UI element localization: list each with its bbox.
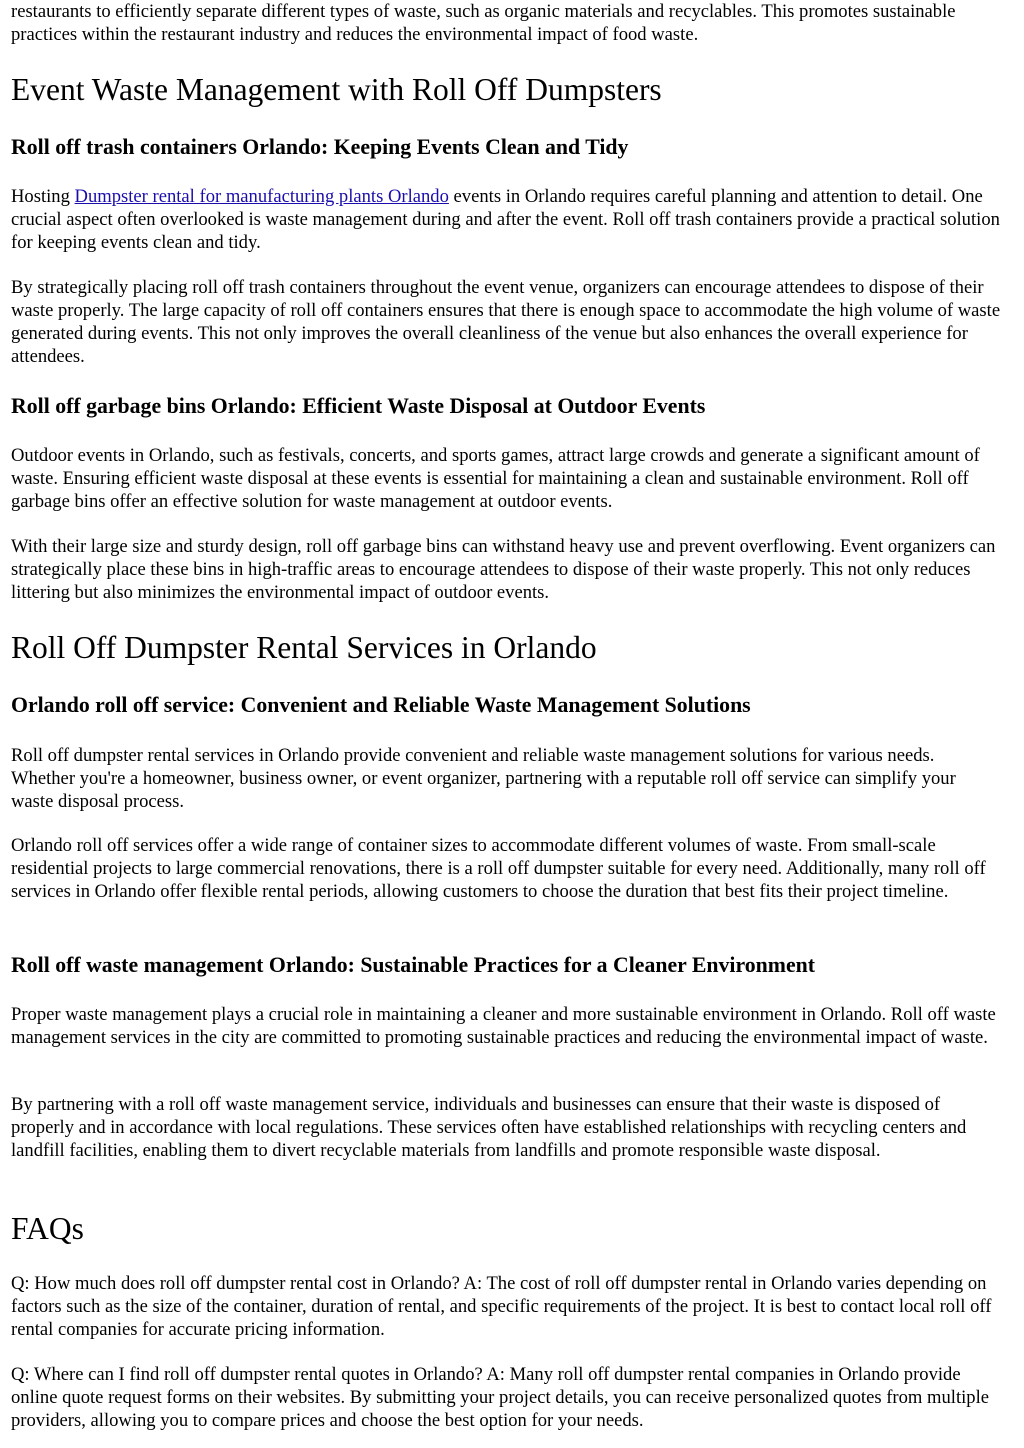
paragraph-strategic-placement: By strategically placing roll off trash containers throughout the event venue, organizers can encourage attendees to dispose of their waste properly. The large capacity of roll off containers ensures that there is enough space to accommodate the high volume of waste generated during events. This not only improves the overall cleanliness of the venue but also enhances the overall experience for attendees. — [11, 277, 1001, 368]
manufacturing-plants-link[interactable]: Dumpster rental for manufacturing plants Orlando — [74, 186, 449, 207]
faq-item-quotes: Q: Where can I find roll off dumpster rental quotes in Orlando? A: Many roll off dumpster rental companies in Orlando provide online quote request forms on their websites. By submitting your project details, you can receive personalized quotes from multiple providers, allowing you to compare prices and choose the best option for your needs. — [11, 1364, 989, 1432]
paragraph-partnering: By partnering with a roll off waste management service, individuals and businesses can ensure that their waste is disposed of properly and in accordance with local regulations. These services often have established relationships with recycling centers and landfill facilities, enabling them to divert recyclable materials from landfills and promote responsible waste disposal. — [11, 1094, 967, 1162]
heading-rental-services: Roll Off Dumpster Rental Services in Orlando — [11, 630, 597, 665]
faq-item-cost: Q: How much does roll off dumpster rental cost in Orlando? A: The cost of roll off dumpster rental in Orlando varies depending on factors such as the size of the container, duration of rental, and specific requirements of the project. It is best to contact local roll off rental companies for accurate pricing information. — [11, 1273, 992, 1341]
heading-faqs: FAQs — [11, 1211, 84, 1246]
paragraph-container-sizes: Orlando roll off services offer a wide range of container sizes to accommodate different volumes of waste. From small-scale residential projects to large commercial renovations, there is a roll off dumpster suitable for every need. Additionally, many roll off services in Orlando offer flexible rental periods, allowing customers to choose the duration that best fits their project timeline. — [11, 835, 986, 903]
paragraph-text-after-link: events in Orlando requires careful planning and attention to detail. One crucial aspect often overlooked is waste management during and after the event. Roll off trash containers provide a practical solution for keeping events clean and tidy. — [11, 186, 1000, 254]
paragraph-sturdy-design: With their large size and sturdy design, roll off garbage bins can withstand heavy use and prevent overflowing. Event organizers can strategically place these bins in high-traffic areas to encourage attendees to dispose of their waste properly. This not only reduces littering but also minimizes the environmental impact of outdoor events. — [11, 536, 996, 604]
subheading-trash-containers: Roll off trash containers Orlando: Keeping Events Clean and Tidy — [11, 135, 629, 159]
paragraph-convenient-solutions: Roll off dumpster rental services in Orlando provide convenient and reliable waste management solutions for various needs. Whether you're a homeowner, business owner, or event organizer, partnering with a reputable roll off service can simplify your waste disposal process. — [11, 745, 956, 813]
paragraph-proper-waste-management: Proper waste management plays a crucial role in maintaining a cleaner and more sustainable environment in Orlando. Roll off waste management services in the city are committed to promoting sustainable practices and reducing the environmental impact of waste. — [11, 1004, 996, 1049]
paragraph-text-before-link: Hosting — [11, 186, 75, 207]
subheading-garbage-bins: Roll off garbage bins Orlando: Efficient Waste Disposal at Outdoor Events — [11, 394, 706, 418]
heading-event-waste-management: Event Waste Management with Roll Off Dumpsters — [11, 72, 662, 107]
subheading-roll-off-service: Orlando roll off service: Convenient and Reliable Waste Management Solutions — [11, 693, 751, 717]
paragraph-outdoor-events: Outdoor events in Orlando, such as festivals, concerts, and sports games, attract large crowds and generate a significant amount of waste. Ensuring efficient waste disposal at these events is essential for maintaining a clean and sustainable environment. Roll off garbage bins offer an effective solution for waste management at outdoor events. — [11, 445, 980, 513]
subheading-waste-management: Roll off waste management Orlando: Sustainable Practices for a Cleaner Environment — [11, 953, 815, 977]
paragraph-hosting-events — [11, 185, 1001, 254]
paragraph-restaurants-intro: restaurants to efficiently separate different types of waste, such as organic materials and recyclables. This promotes sustainable practices within the restaurant industry and reduces the environmental impact of food waste. — [11, 1, 956, 46]
